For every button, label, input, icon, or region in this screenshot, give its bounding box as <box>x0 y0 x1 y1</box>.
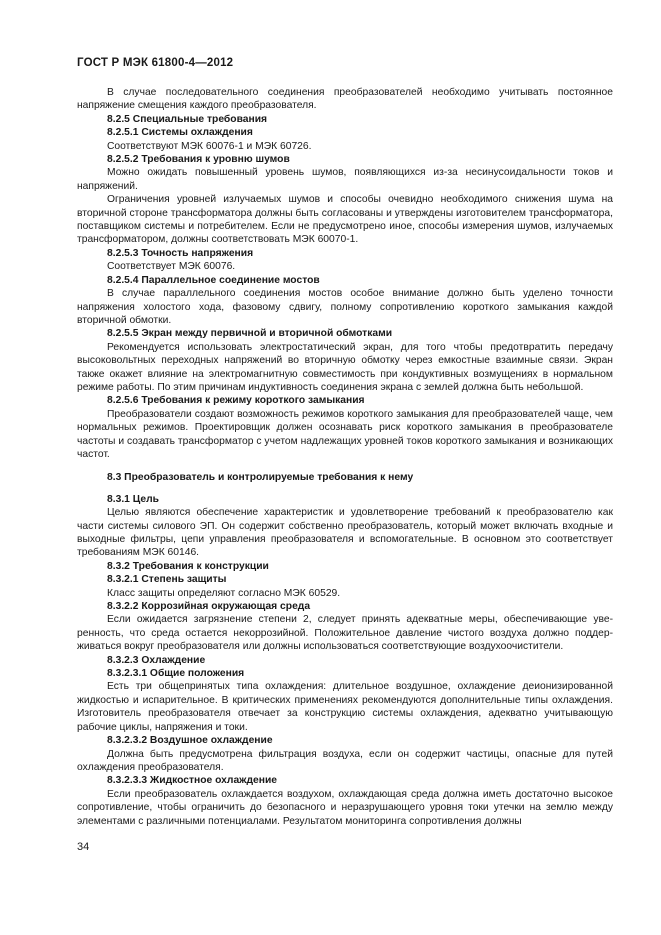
section-heading-8-2-5-4: 8.2.5.4 Параллельное соединение мостов <box>107 274 320 286</box>
section-heading-8-3-2-2: 8.3.2.2 Коррозийная окружающая среда <box>107 601 311 613</box>
paragraph: Класс защиты определяют согласно МЭК 60529. <box>107 587 341 599</box>
paragraph: Преобразователи создают возможность режимов короткого замыкания для преобразователей чаще, чем нормальных режимов. Проектировщик должен осознавать риск короткого замыкания в преобразователе частоты и создавать трансформатор с учетом надлежащих уровней токов короткого замыкания и возникающих частот. <box>77 408 613 460</box>
section-heading-8-3-2-3: 8.3.2.3 Охлаждение <box>107 654 206 666</box>
section-heading-8-3-2-3-2: 8.3.2.3.2 Воздушное охлаждение <box>107 735 273 747</box>
paragraph: Соответствуют МЭК 60076-1 и МЭК 60726. <box>107 140 312 152</box>
section-heading-8-3-2-3-1: 8.3.2.3.1 Общие положения <box>107 668 245 680</box>
paragraph: Если ожидается загрязнение степени 2, следует принять адекватные меры, обеспечивающие уверенность, что среда остается некоррозийной. Положительное давление чистого воздуха должно поддерживаться вокруг преобразователя или должны использоваться соответствующие воздухоочистители. <box>77 614 613 653</box>
section-heading-8-3-1: 8.3.1 Цель <box>107 493 160 505</box>
section-heading-8-2-5-3: 8.2.5.3 Точность напряжения <box>107 247 254 259</box>
paragraph: Должна быть предусмотрена фильтрация воздуха, если он содержит частицы, опасные для путей охлаждения преобразователя. <box>77 748 613 773</box>
paragraph: Соответствует МЭК 60076. <box>107 261 236 273</box>
page-number: 34 <box>77 841 90 853</box>
paragraph: Можно ожидать повышенный уровень шумов, появляющихся из-за несинусоидальности токов и напряжений. <box>77 167 613 192</box>
section-heading-8-3: 8.3 Преобразователь и контролируемые требования к нему <box>107 472 414 484</box>
paragraph: Целью являются обеспечение характеристик и удовлетворение требований к преобразователю как части системы силового ЭП. Он содержит собственно преобразователь, который может включать входные и выходные фильтры, цепи управления преобразователя и вспомогательные. В основном это соответствует требованиям МЭК 60146. <box>77 507 613 559</box>
section-heading-8-2-5-5: 8.2.5.5 Экран между первичной и вторичной обмотками <box>107 328 393 340</box>
section-heading-8-3-2-1: 8.3.2.1 Степень защиты <box>107 574 227 586</box>
section-heading-8-2-5-6: 8.2.5.6 Требования к режиму короткого замыкания <box>107 395 365 407</box>
paragraph: Рекомендуется использовать электростатический экран, для того чтобы предотвратить передачу высоковольтных переходных напряжений во вторичную обмотку через емкостные взаимные связи. Экран также окажет влияние на электромагнитную совместимость при кондуктивных возмущениях в нормальном режиме работы. По этим причинам индуктивность соединения экрана с землей должна быть небольшой. <box>77 341 613 393</box>
paragraph: Есть три общепринятых типа охлаждения: длительное воздушное, охлаждение деионизированной жидкостью и испарительное. В критических применениях рекомендуются дополнительные типы охлаждения. Изготовитель преобразователя отвечает за конструкцию системы охлаждения, адекватно учитывающую рабочие циклы, напряжения и токи. <box>77 681 613 733</box>
section-heading-8-3-2-3-3: 8.3.2.3.3 Жидкостное охлаждение <box>107 775 278 787</box>
paragraph: В случае параллельного соединения мостов особое внимание должно быть уделено точности напряжения холостого хода, фазовому сдвигу, полному сопротивлению короткого замыкания каждой вторичной обмотки. <box>77 288 613 326</box>
section-heading-8-2-5-1: 8.2.5.1 Системы охлаждения <box>107 127 253 139</box>
page-header: ГОСТ Р МЭК 61800-4—2012 <box>77 57 234 69</box>
document-body <box>77 86 613 828</box>
paragraph: В случае последовательного соединения преобразователей необходимо учитывать постоянное напряжение смещения каждого преобразователя. <box>77 87 613 112</box>
section-heading-8-2-5-2: 8.2.5.2 Требования к уровню шумов <box>107 154 290 166</box>
paragraph: Если преобразователь охлаждается воздухом, охлаждающая среда должна иметь достаточно высокое сопротивление, чтобы ограничить до безопасного и неразрушающего уровня токи утечки на землю между элементами с различными потенциалами. Результатом мониторинга сопротивления должны <box>77 788 613 827</box>
section-heading-8-3-2: 8.3.2 Требования к конструкции <box>107 560 269 572</box>
paragraph: Ограничения уровней излучаемых шумов и способы очевидно необходимого снижения шума на вторичной стороне трансформатора должны быть согласованы и утверждены изготовителем трансформатора, поставщиком системы и потребителем. Если не предусмотрено иное, способы измерения шумов, излучаемых трансформатором, должны соответствовать МЭК 60070-1. <box>77 194 613 246</box>
section-heading-8-2-5: 8.2.5 Специальные требования <box>107 113 268 125</box>
